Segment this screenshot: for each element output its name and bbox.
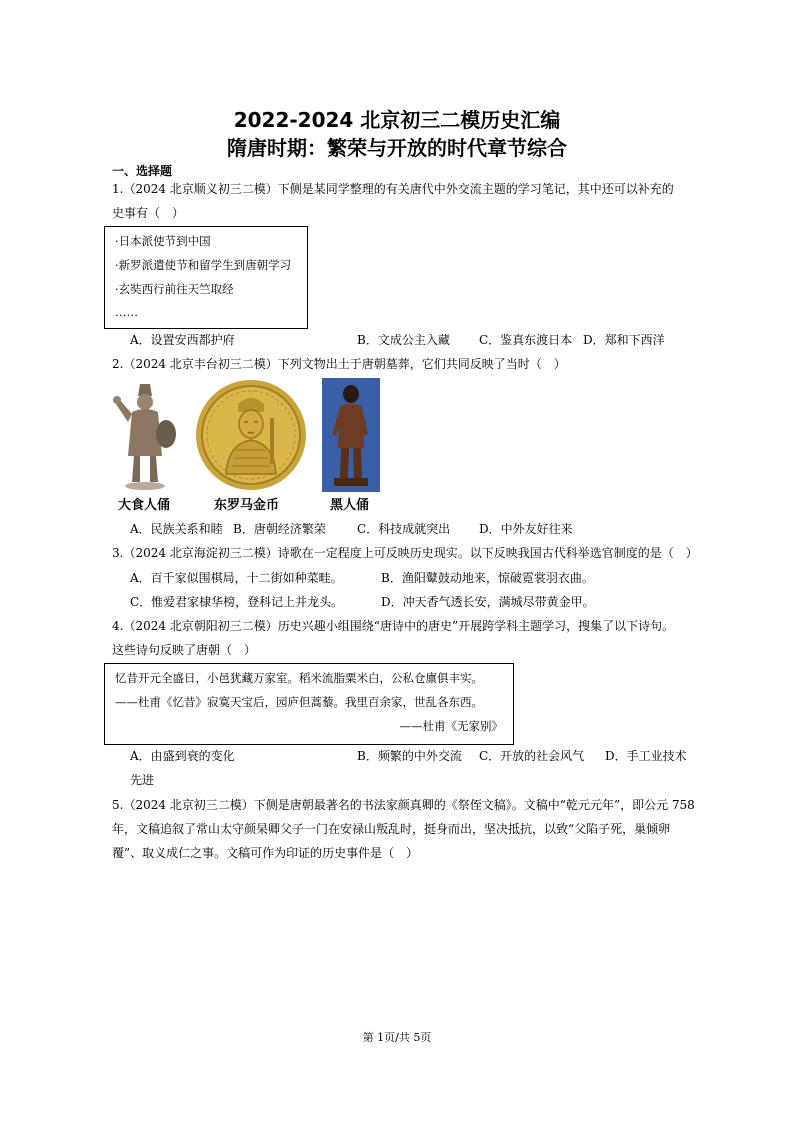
q4-option-d[interactable]: D．手工业技术 [605, 749, 687, 763]
q4-option-d-wrap: 先进 [130, 773, 155, 787]
q2-option-d[interactable]: D．中外友好往来 [479, 522, 573, 536]
q3-option-b[interactable]: B．渔阳鼙鼓动地来，惊破霓裳羽衣曲。 [381, 571, 594, 585]
q4-option-a[interactable]: A．由盛到衰的变化 [130, 749, 235, 763]
q5-stem-line3: 覆”、取义成仁之事。文稿可作为印证的历史事件是（ ） [112, 846, 419, 860]
q4-poem-line: ——杜甫《忆昔》寂寞天宝后，园庐但蒿藜。我里百余家，世乱各东西。 [115, 695, 483, 709]
byzantine-gold-coin-icon [192, 378, 310, 492]
image-label: 东罗马金币 [214, 498, 280, 513]
q4-stem-line1: 4.（2024 北京朝阳初三二模）历史兴趣小组围绕“唐诗中的唐史”开展跨学科主题学习，搜集了以下诗句。 [112, 619, 675, 633]
q1-note-item: …… [115, 305, 138, 319]
q1-option-d[interactable]: D．郑和下西洋 [583, 333, 665, 347]
q1-note-item: ·玄奘西行前往天竺取经 [115, 282, 234, 296]
q4-stem-line2: 这些诗句反映了唐朝（ ） [112, 643, 257, 657]
q2-stem-line1: 2.（2024 北京丰台初三二模）下列文物出土于唐朝墓葬，它们共同反映了当时（ ） [112, 357, 566, 371]
q1-option-c[interactable]: C．鉴真东渡日本 [479, 333, 573, 347]
page-title-line2: 隋唐时期：繁荣与开放的时代章节综合 [227, 136, 567, 160]
q2-option-b[interactable]: B．唐朝经济繁荣 [233, 522, 326, 536]
page-title-line1: 2022-2024 北京初三二模历史汇编 [233, 108, 561, 132]
q1-notes-box [104, 226, 308, 329]
q1-note-item: ·日本派使节到中国 [115, 234, 211, 248]
dashi-figurine-icon [110, 378, 180, 492]
black-figurine-icon [322, 378, 380, 492]
section-heading: 一、选择题 [112, 164, 173, 178]
q5-stem-line2: 年，文稿追叙了常山太守颜杲卿父子一门在安禄山叛乱时，挺身而出，坚决抵抗，以致“父陷子死，巢倾卵 [112, 822, 671, 836]
q4-poem-line: 忆昔开元全盛日，小邑犹藏万家室。稻米流脂粟米白，公私仓廪俱丰实。 [115, 671, 483, 685]
page-footer: 第 1页/共 5页 [362, 1031, 432, 1044]
image-label: 黑人俑 [330, 498, 370, 513]
q4-option-b[interactable]: B．频繁的中外交流 [357, 749, 462, 763]
q4-poem-box [104, 663, 514, 745]
q1-option-b[interactable]: B．文成公主入藏 [357, 333, 450, 347]
q4-option-c[interactable]: C．开放的社会风气 [479, 749, 585, 763]
q1-stem-line2: 史事有（ ） [112, 206, 185, 220]
q3-option-c[interactable]: C．惟爱君家棣华榜，登科记上并龙头。 [130, 595, 344, 609]
q3-stem-line1: 3.（2024 北京海淀初三二模）诗歌在一定程度上可反映历史现实。以下反映我国古代科举选官制度的是（ ） [112, 546, 698, 560]
q4-poem-source: ——杜甫《无家别》 [399, 719, 503, 733]
q3-option-d[interactable]: D．冲天香气透长安，满城尽带黄金甲。 [381, 595, 595, 609]
image-label: 大食人俑 [118, 498, 171, 513]
q2-option-a[interactable]: A．民族关系和睦 [130, 522, 223, 536]
q5-stem-line1: 5.（2024 北京初三二模）下侧是唐朝最著名的书法家颜真卿的《祭侄文稿》。文稿中“乾元元年”，即公元 758 [112, 798, 695, 812]
q1-note-item: ·新罗派遣使节和留学生到唐朝学习 [115, 258, 292, 272]
q1-stem-line1: 1.（2024 北京顺义初三二模）下侧是某同学整理的有关唐代中外交流主题的学习笔记，其中还可以补充的 [112, 182, 674, 196]
q3-option-a[interactable]: A．百千家似围棋局，十二街如种菜畦。 [130, 571, 343, 585]
q1-option-a[interactable]: A．设置安西都护府 [130, 333, 235, 347]
q2-option-c[interactable]: C．科技成就突出 [357, 522, 451, 536]
